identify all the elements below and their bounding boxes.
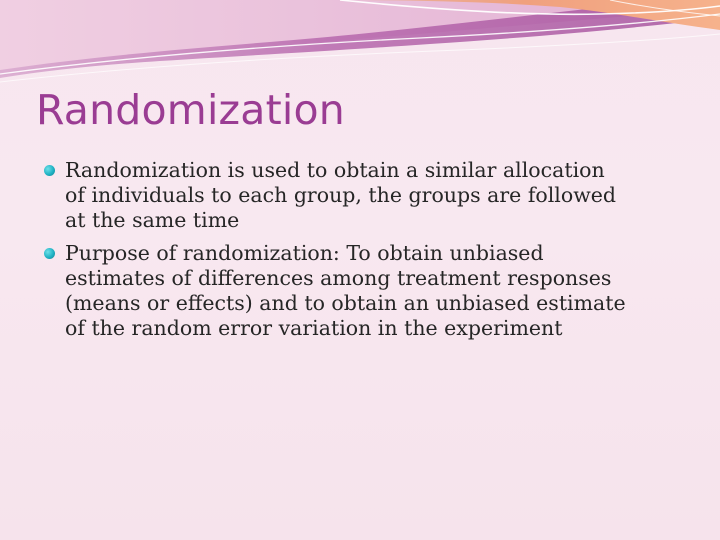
teal-bullet-icon bbox=[44, 165, 55, 176]
slide-title: Randomization bbox=[36, 86, 345, 134]
bullet-item-randomization-purpose bbox=[44, 241, 684, 341]
bullet-item-randomization-use bbox=[44, 158, 684, 233]
bullet-line: Randomization is used to obtain a similar allocation bbox=[65, 158, 605, 182]
bullet-line: Purpose of randomization: To obtain unbiased bbox=[65, 241, 544, 265]
header-banner bbox=[0, 0, 720, 90]
bullet-line: of individuals to each group, the groups are followed bbox=[65, 183, 617, 207]
teal-bullet-icon bbox=[44, 248, 55, 259]
bullet-line: (means or effects) and to obtain an unbiased estimate bbox=[65, 291, 626, 315]
bullet-line: of the random error variation in the experiment bbox=[65, 316, 563, 340]
bullet-list bbox=[44, 158, 684, 349]
bullet-line: estimates of differences among treatment responses bbox=[65, 266, 612, 290]
bullet-line: at the same time bbox=[65, 208, 240, 232]
